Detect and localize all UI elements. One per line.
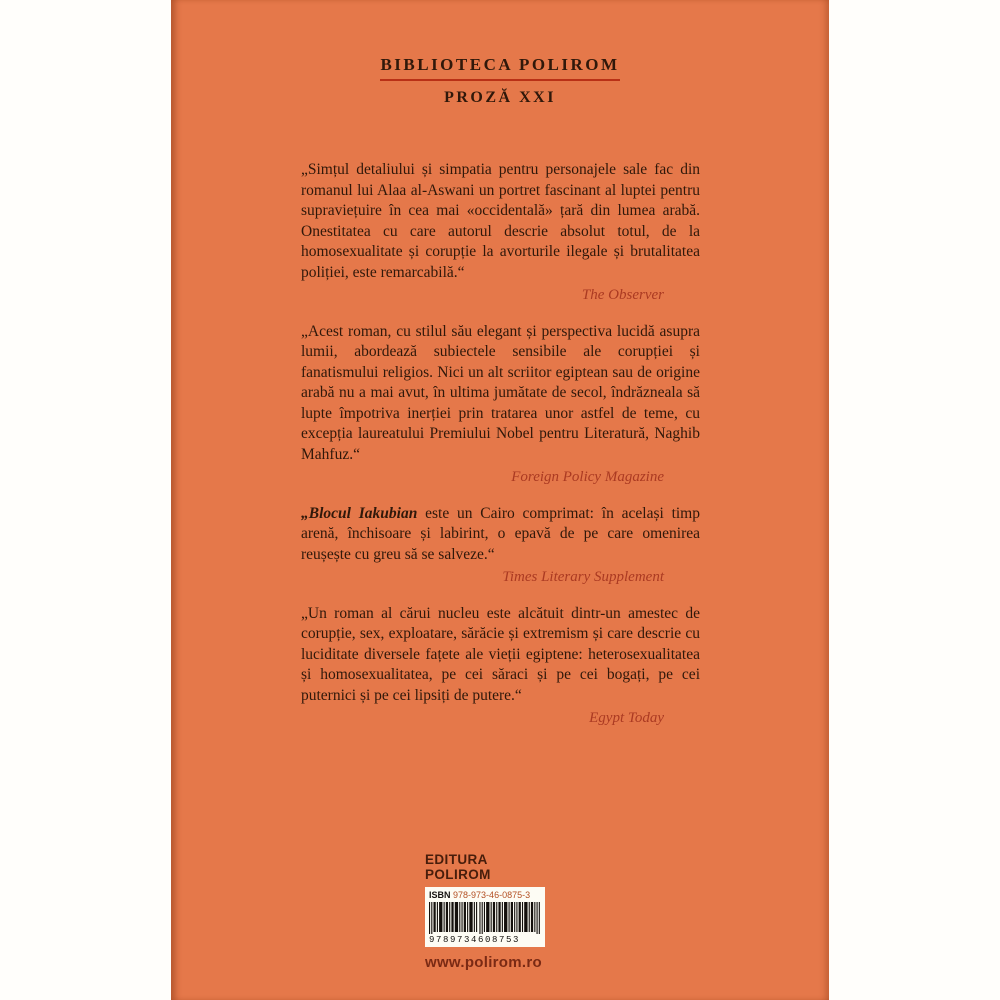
quote-lead-book-title: „Blocul Iakubian [301,504,418,522]
quote-text [301,604,700,707]
quote-body: este un Cairo comprimat: în același timp arenă, închisoare și labirint, o epavă de pe care omenirea reușește cu greu să se salveze.“ [301,504,700,563]
quote-egypt-today [301,604,700,729]
isbn-number: 978-973-46-0875-3 [453,890,531,900]
publisher-name: EDITURA POLIROM [425,852,491,882]
quote-text [301,322,700,466]
quote-observer [301,160,700,306]
series-title: PROZĂ XXI [444,89,556,106]
quote-text [301,160,700,283]
quote-foreign-policy [301,322,700,488]
barcode-box [425,887,545,947]
barcode-icon [429,902,541,934]
quote-body: „Un roman al cărui nucleu este alcătuit dintr-un amestec de corupție, sex, exploatare, sărăcie și extremism și care descrie cu luciditate diversele fațete ale vieții egiptene: heterosexualitatea și homosexualitatea, pe cei săraci și pe cei bogați, pe cei puternici și pe cei lipsiți de putere.“ [301,604,700,704]
barcode-digits: 9789734608753 [429,935,521,945]
quote-source: The Observer [581,287,664,303]
quote-tls [301,504,700,588]
quote-text [301,504,700,566]
isbn-line [429,890,541,900]
imprint-block [425,852,555,971]
quote-source: Times Literary Supplement [502,569,664,585]
quote-body: „Acest roman, cu stilul său elegant și perspectiva lucidă asupra lumii, abordează subiectele sensibile ale corupției și fanatismului religios. Nici un alt scriitor egiptean sau de origine arabă nu a mai avut, în ultima jumătate de secol, îndrăzneala să lupte împotriva inerției prin tratarea unor astfel de teme, cu excepția laureatului Premiului Nobel pentru Literatură, Naghib Mahfuz.“ [301,322,700,463]
back-cover [171,0,829,1000]
collection-title: BIBLIOTECA POLIROM [380,55,619,81]
isbn-label: ISBN [429,890,451,900]
quote-source: Foreign Policy Magazine [511,469,664,485]
review-quotes [301,160,700,745]
quote-body: „Simțul detaliului și simpatia pentru personajele sale fac din romanul lui Alaa al-Aswani un portret fascinant al luptei pentru supraviețuire în cea mai «occidentală» țară din lumea arabă. Onestitatea cu care autorul descrie absolut totul, de la homosexualitate și corupție la avorturile ilegale și brutalitatea poliției, este remarcabilă.“ [301,161,700,281]
masthead [171,0,829,107]
quote-source: Egypt Today [589,710,664,726]
publisher-website: www.polirom.ro [425,954,542,971]
